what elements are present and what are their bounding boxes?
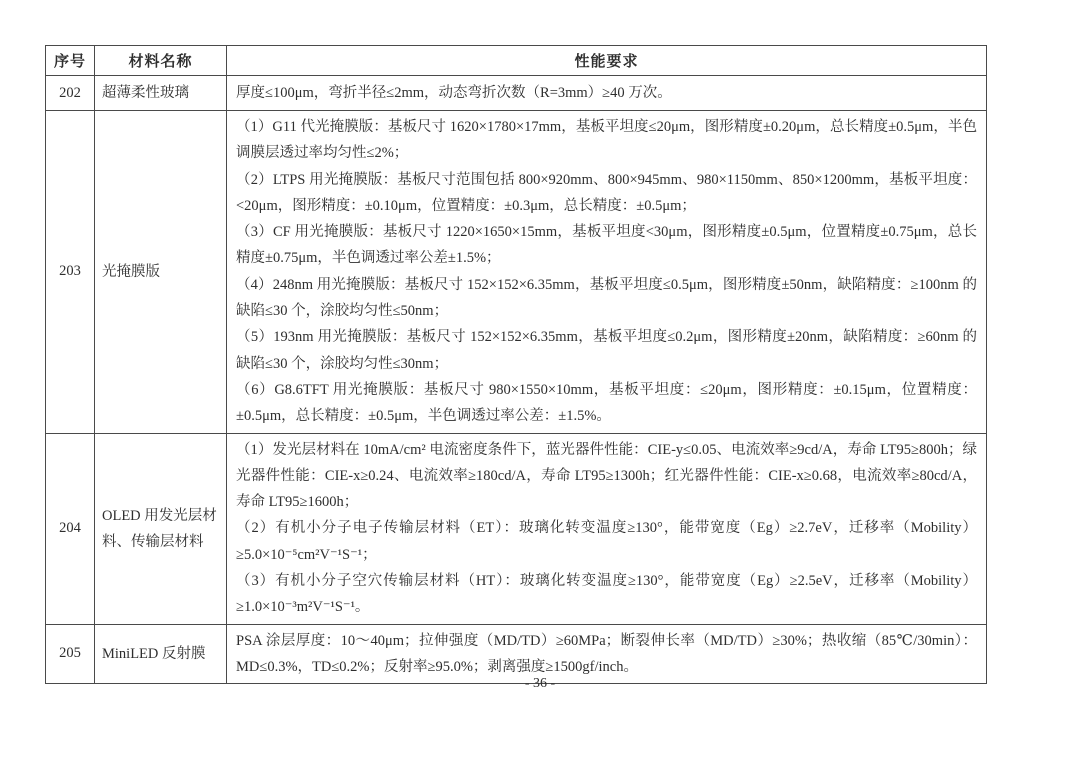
requirement-text: （3）CF 用光掩膜版：基板尺寸 1220×1650×15mm，基板平坦度<30μm，图形精度±0.5μm，位置精度±0.75μm，总长精度±0.75μm，半色调透过率公差±1.5%； — [236, 224, 977, 267]
table-row — [46, 624, 987, 684]
cell-serial-no: 202 — [46, 76, 95, 111]
cell-requirements — [227, 111, 987, 434]
cell-requirements — [227, 624, 987, 684]
column-header-performance-requirements: 性能要求 — [227, 46, 987, 76]
cell-requirements — [227, 433, 987, 624]
requirement-text: （2）LTPS 用光掩膜版：基板尺寸范围包括 800×920mm、800×945mm、980×1150mm、850×1200mm，基板平坦度：<20μm，图形精度：±0.10μm，位置精度：±0.3μm，总长精度：±0.5μm； — [236, 171, 977, 214]
requirement-text: PSA 涂层厚度：10～40μm；拉伸强度（MD/TD）≥60MPa；断裂伸长率（MD/TD）≥30%；热收缩（85℃/30min）：MD≤0.3%，TD≤0.2%；反射率≥95.0%；剥离强度≥1500gf/inch。 — [236, 632, 977, 675]
cell-material-name: 超薄柔性玻璃 — [95, 76, 227, 111]
table-header-row — [46, 46, 987, 76]
cell-serial-no: 204 — [46, 433, 95, 624]
table-row — [46, 111, 987, 434]
cell-material-name: MiniLED 反射膜 — [95, 624, 227, 684]
requirement-text: （2）有机小分子电子传输层材料（ET）：玻璃化转变温度≥130°，能带宽度（Eg）≥2.7eV，迁移率（Mobility）≥5.0×10⁻⁵cm²V⁻¹S⁻¹； — [236, 520, 977, 563]
cell-serial-no: 203 — [46, 111, 95, 434]
requirement-text: （5）193nm 用光掩膜版：基板尺寸 152×152×6.35mm，基板平坦度≤0.2μm，图形精度±20nm，缺陷精度：≥60nm 的缺陷≤30 个，涂胶均匀性≤30nm； — [236, 329, 977, 372]
requirement-text: （1）发光层材料在 10mA/cm² 电流密度条件下，蓝光器件性能：CIE-y≤0.05、电流效率≥9cd/A，寿命 LT95≥800h；绿光器件性能：CIE-x≥0.24、电流效率≥180cd/A，寿命 LT95≥1300h；红光器件性能：CIE-x≥0.68，电流效率≥80cd/A，寿命 LT95≥1600h； — [236, 441, 977, 511]
requirement-text: （6）G8.6TFT 用光掩膜版：基板尺寸 980×1550×10mm，基板平坦度：≤20μm，图形精度：±0.15μm，位置精度：±0.5μm，总长精度：±0.5μm，半色调透过率公差：±1.5%。 — [236, 381, 977, 425]
column-header-serial-no: 序号 — [46, 46, 95, 76]
table-row — [46, 76, 987, 111]
requirement-text: （4）248nm 用光掩膜版：基板尺寸 152×152×6.35mm，基板平坦度≤0.5μm，图形精度±50nm，缺陷精度：≥100nm 的缺陷≤30 个，涂胶均匀性≤50nm； — [236, 276, 977, 320]
requirement-text: 厚度≤100μm，弯折半径≤2mm，动态弯折次数（R=3mm）≥40 万次。 — [236, 84, 672, 101]
table-row — [46, 433, 987, 624]
requirement-text: （3）有机小分子空穴传输层材料（HT）：玻璃化转变温度≥130°，能带宽度（Eg）≥2.5eV，迁移率（Mobility）≥1.0×10⁻³m²V⁻¹S⁻¹。 — [236, 573, 977, 616]
requirement-text: （1）G11 代光掩膜版：基板尺寸 1620×1780×17mm，基板平坦度≤20μm，图形精度±0.20μm，总长精度±0.5μm，半色调膜层透过率均匀性≤2%； — [236, 119, 977, 162]
cell-requirements — [227, 76, 987, 111]
cell-serial-no: 205 — [46, 624, 95, 684]
page-number: - 36 - — [524, 676, 556, 691]
column-header-material-name: 材料名称 — [95, 46, 227, 76]
cell-material-name: 光掩膜版 — [95, 111, 227, 434]
materials-table — [45, 45, 987, 684]
cell-material-name: OLED 用发光层材料、传输层材料 — [95, 433, 227, 624]
